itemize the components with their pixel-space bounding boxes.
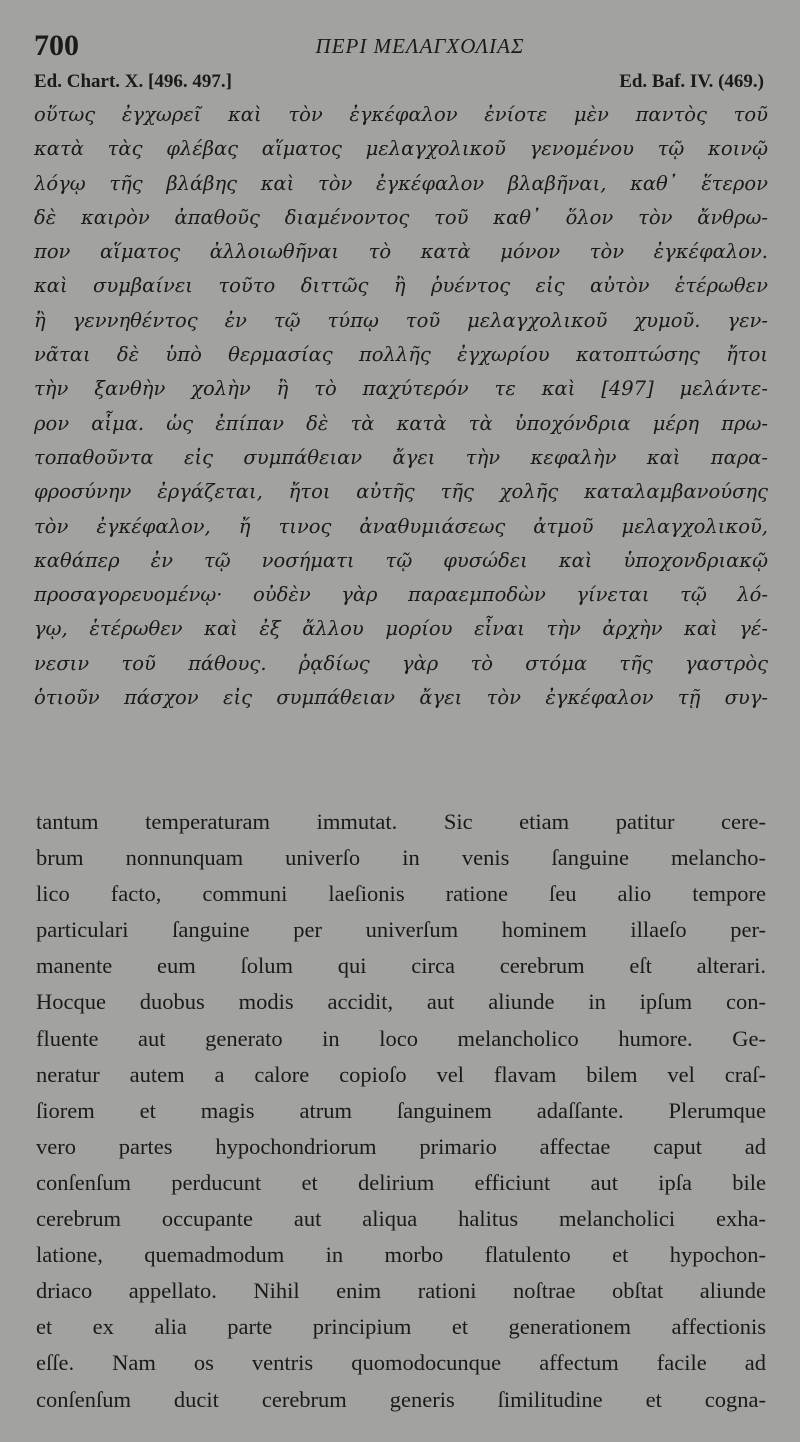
greek-text-line: τοπαθοῦντα εἰς συμπάθειαν ἄγει τὴν κεφαλὴν καὶ παρα- bbox=[34, 445, 768, 469]
latin-text-line: Hocque duobus modis accidit, aut aliunde in ipſum con- bbox=[36, 989, 766, 1015]
latin-text-block bbox=[36, 804, 766, 1418]
latin-text-line: vero partes hypochondriorum primario affectae caput ad bbox=[36, 1133, 766, 1159]
greek-text-line: νεσιν τοῦ πάθους. ῥᾳδίως γὰρ τὸ στόμα τῆς γαστρὸς bbox=[34, 651, 768, 675]
greek-text-line: καθάπερ ἐν τῷ νοσήματι τῷ φυσώδει καὶ ὑποχονδριακῷ bbox=[34, 548, 768, 572]
latin-text-line: ſiorem et magis atrum ſanguinem adaſſante. Plerumque bbox=[36, 1097, 766, 1123]
greek-text-line: οὕτως ἐγχωρεῖ καὶ τὸν ἐγκέφαλον ἐνίοτε μὲν παντὸς τοῦ bbox=[34, 103, 768, 126]
latin-text-line: brum nonnunquam univerſo in venis ſanguine melancho- bbox=[36, 845, 766, 871]
greek-text-line: ἢ γεννηθέντος ἐν τῷ τύπῳ τοῦ μελαγχολικοῦ χυμοῦ. γεν- bbox=[34, 308, 768, 332]
latin-text-line: et ex alia parte principium et generationem affectionis bbox=[36, 1314, 766, 1340]
latin-text-line: eſſe. Nam os ventris quomodocunque affectum facile ad bbox=[36, 1350, 766, 1376]
greek-text-line: πον αἵματος ἀλλοιωθῆναι τὸ κατὰ μόνον τὸν ἐγκέφαλον. bbox=[34, 240, 768, 264]
greek-text-line: προσαγορευομένῳ· οὐδὲν γὰρ παραεμποδὼν γίνεται τῷ λό- bbox=[34, 583, 768, 607]
running-title: ΠΕΡΙ ΜΕΛΑΓΧΟΛΙΑΣ bbox=[315, 34, 525, 58]
edition-reference-line bbox=[34, 68, 764, 96]
greek-text-line: τὴν ξανθὴν χολὴν ἢ τὸ παχύτερόν τε καὶ [497] μελάντε- bbox=[34, 377, 768, 401]
latin-text-line: lico facto, communi laeſionis ratione ſeu alio tempore bbox=[36, 881, 766, 907]
latin-text-line: cerebrum occupante aut aliqua halitus melancholici exha- bbox=[36, 1206, 766, 1232]
greek-text-line: γῳ, ἑτέρωθεν καὶ ἐξ ἄλλου μορίου εἶναι τὴν ἀρχὴν καὶ γέ- bbox=[34, 617, 768, 641]
greek-text-line: ρον αἷμα. ὡς ἐπίπαν δὲ τὰ κατὰ τὰ ὑποχόνδρια μέρη πρω- bbox=[34, 411, 768, 435]
greek-text-line: καὶ συμβαίνει τοῦτο διττῶς ἢ ῥυέντος εἰς αὐτὸν ἑτέρωθεν bbox=[34, 274, 768, 298]
greek-text-block bbox=[34, 98, 768, 715]
edition-basel-reference: Ed. Baf. IV. (469.) bbox=[619, 71, 764, 92]
latin-text-line: conſenſum perducunt et delirium efficiunt aut ipſa bile bbox=[36, 1169, 766, 1195]
latin-text-line: manente eum ſolum qui circa cerebrum eſt alterari. bbox=[36, 953, 766, 979]
latin-text-line: driaco appellato. Nihil enim rationi noſtrae obſtat aliunde bbox=[36, 1278, 766, 1304]
greek-text-line: κατὰ τὰς φλέβας αἵματος μελαγχολικοῦ γενομένου τῷ κοινῷ bbox=[34, 137, 768, 161]
page-number: 700 bbox=[34, 29, 79, 62]
latin-text-line: neratur autem a calore copioſo vel flavam bilem vel craſ- bbox=[36, 1061, 766, 1087]
greek-text-line: νᾶται δὲ ὑπὸ θερμασίας πολλῆς ἐγχωρίου κατοπτώσης ἤτοι bbox=[34, 343, 768, 367]
greek-text-line: φροσύνην ἐργάζεται, ἤτοι αὐτῆς τῆς χολῆς καταλαμβανούσης bbox=[34, 480, 768, 504]
greek-text-line: ὁτιοῦν πάσχον εἰς συμπάθειαν ἄγει τὸν ἐγκέφαλον τῇ συγ- bbox=[34, 686, 768, 710]
latin-text-line: latione, quemadmodum in morbo flatulento et hypochon- bbox=[36, 1242, 766, 1268]
page-header bbox=[0, 28, 800, 66]
greek-text-line: λόγῳ τῆς βλάβης καὶ τὸν ἐγκέφαλον βλαβῆναι, καθ᾽ ἕτερον bbox=[34, 171, 768, 195]
greek-text-line: δὲ καιρὸν ἀπαθοῦς διαμένοντος τοῦ καθ᾽ ὅλον τὸν ἄνθρω- bbox=[34, 205, 768, 229]
greek-text-line: τὸν ἐγκέφαλον, ἤ τινος ἀναθυμιάσεως ἀτμοῦ μελαγχολικοῦ, bbox=[34, 514, 768, 538]
latin-text-line: tantum temperaturam immutat. Sic etiam patitur cere- bbox=[36, 809, 766, 834]
latin-text-line: conſenſum ducit cerebrum generis ſimilitudine et cogna- bbox=[36, 1386, 766, 1412]
edition-chartier-reference: Ed. Chart. X. [496. 497.] bbox=[34, 71, 232, 92]
latin-text-line: fluente aut generato in loco melancholico humore. Ge- bbox=[36, 1025, 766, 1051]
latin-text-line: particulari ſanguine per univerſum hominem illaeſo per- bbox=[36, 917, 766, 943]
